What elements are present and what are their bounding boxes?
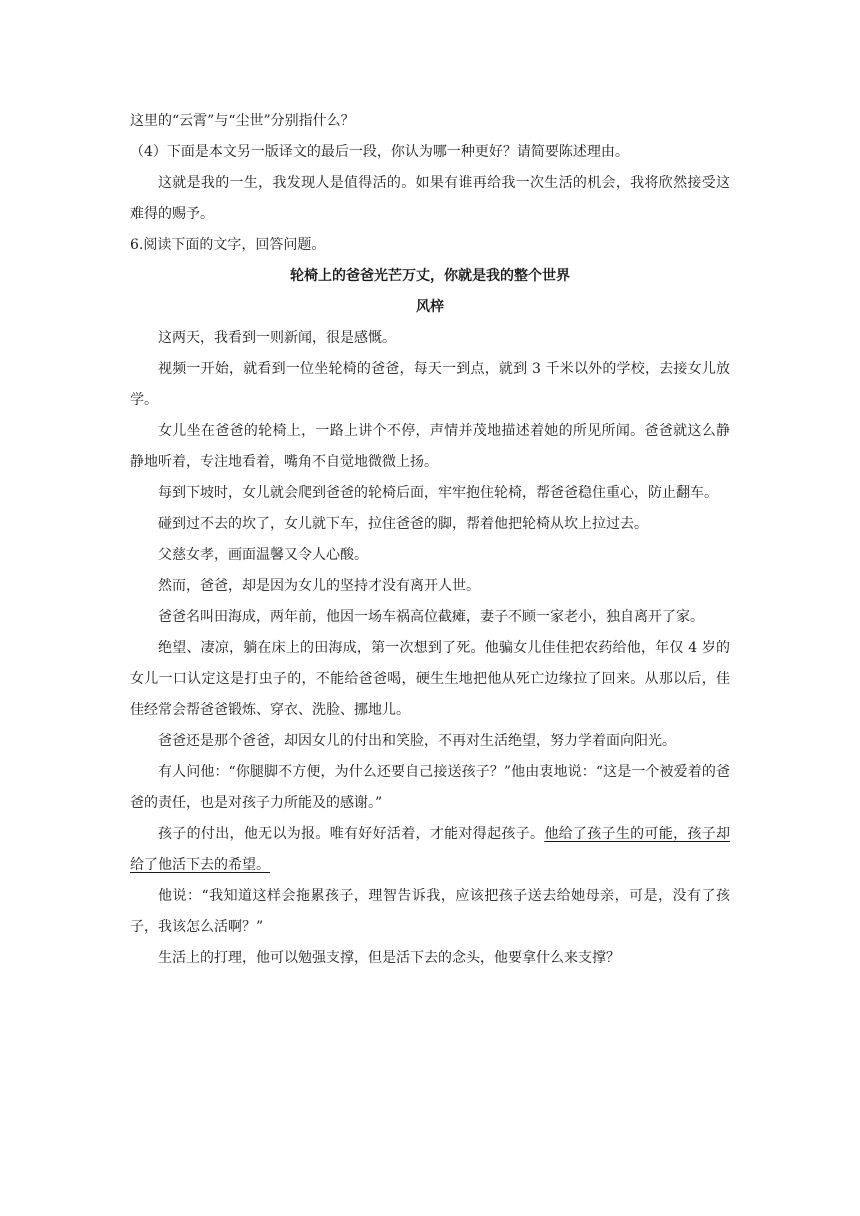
article-paragraph: 有人问他：“你腿脚不方便，为什么还要自己接送孩子？”他由衷地说：“这是一个被爱着的爸爸的责任，也是对孩子力所能及的感谢。” xyxy=(130,764,730,811)
question-reference-line: 这里的“云霄”与“尘世”分别指什么？ xyxy=(130,113,355,129)
question-4: （4）下面是本文另一版译文的最后一段，你认为哪一种更好？请简要陈述理由。 xyxy=(130,144,629,160)
document-content xyxy=(130,106,730,974)
article-paragraph: 父慈女孝，画面温馨又令人心酸。 xyxy=(158,547,368,563)
article-author: 风梓 xyxy=(416,299,444,315)
article-paragraph: 碰到过不去的坎了，女儿就下车，拉住爸爸的脚，帮着他把轮椅从坎上拉过去。 xyxy=(158,516,648,532)
paragraph-lead-text: 孩子的付出，他无以为报。唯有好好活着，才能对得起孩子。 xyxy=(158,826,545,842)
article-paragraph: 女儿坐在爸爸的轮椅上，一路上讲个不停，声情并茂地描述着她的所见所闻。爸爸就这么静静地听着，专注地看着，嘴角不自觉地微微上扬。 xyxy=(130,423,730,470)
article-paragraph-underlined xyxy=(130,819,730,881)
article-paragraph: 然而，爸爸，却是因为女儿的坚持才没有离开人世。 xyxy=(158,578,480,594)
article-paragraph: 他说：“我知道这样会拖累孩子，理智告诉我，应该把孩子送去给她母亲，可是，没有了孩子，我该怎么活啊？” xyxy=(130,888,730,935)
article-title: 轮椅上的爸爸光芒万丈，你就是我的整个世界 xyxy=(290,268,570,284)
article-paragraph: 爸爸名叫田海成，两年前，他因一场车祸高位截瘫，妻子不顾一家老小，独自离开了家。 xyxy=(158,609,704,625)
alternative-translation: 这就是我的一生，我发现人是值得活的。如果有谁再给我一次生活的机会，我将欣然接受这难得的赐予。 xyxy=(130,175,730,222)
question-6: 6.阅读下面的文字，回答问题。 xyxy=(130,237,326,253)
article-paragraph: 视频一开始，就看到一位坐轮椅的爸爸，每天一到点，就到 3 千米以外的学校，去接女儿放学。 xyxy=(130,361,730,408)
article-paragraph: 这两天，我看到一则新闻，很是感慨。 xyxy=(158,330,396,346)
article-paragraph: 每到下坡时，女儿就会爬到爸爸的轮椅后面，牢牢抱住轮椅，帮爸爸稳住重心，防止翻车。 xyxy=(158,485,718,501)
article-paragraph: 爸爸还是那个爸爸，却因女儿的付出和笑脸，不再对生活绝望，努力学着面向阳光。 xyxy=(158,733,676,749)
underlined-sentence: 他给了孩子生的可能，孩子却给了他活下去的希望。 xyxy=(130,826,731,873)
article-paragraph: 生活上的打理，他可以勉强支撑，但是活下去的念头，他要拿什么来支撑？ xyxy=(158,950,620,966)
article-paragraph: 绝望、凄凉，躺在床上的田海成，第一次想到了死。他骗女儿佳佳把农药给他，年仅 4 岁的女儿一口认定这是打虫子的，不能给爸爸喝，硬生生地把他从死亡边缘拉了回来。从那以后，佳佳经常会帮爸爸锻炼、穿衣、洗脸、挪地儿。 xyxy=(130,640,730,718)
